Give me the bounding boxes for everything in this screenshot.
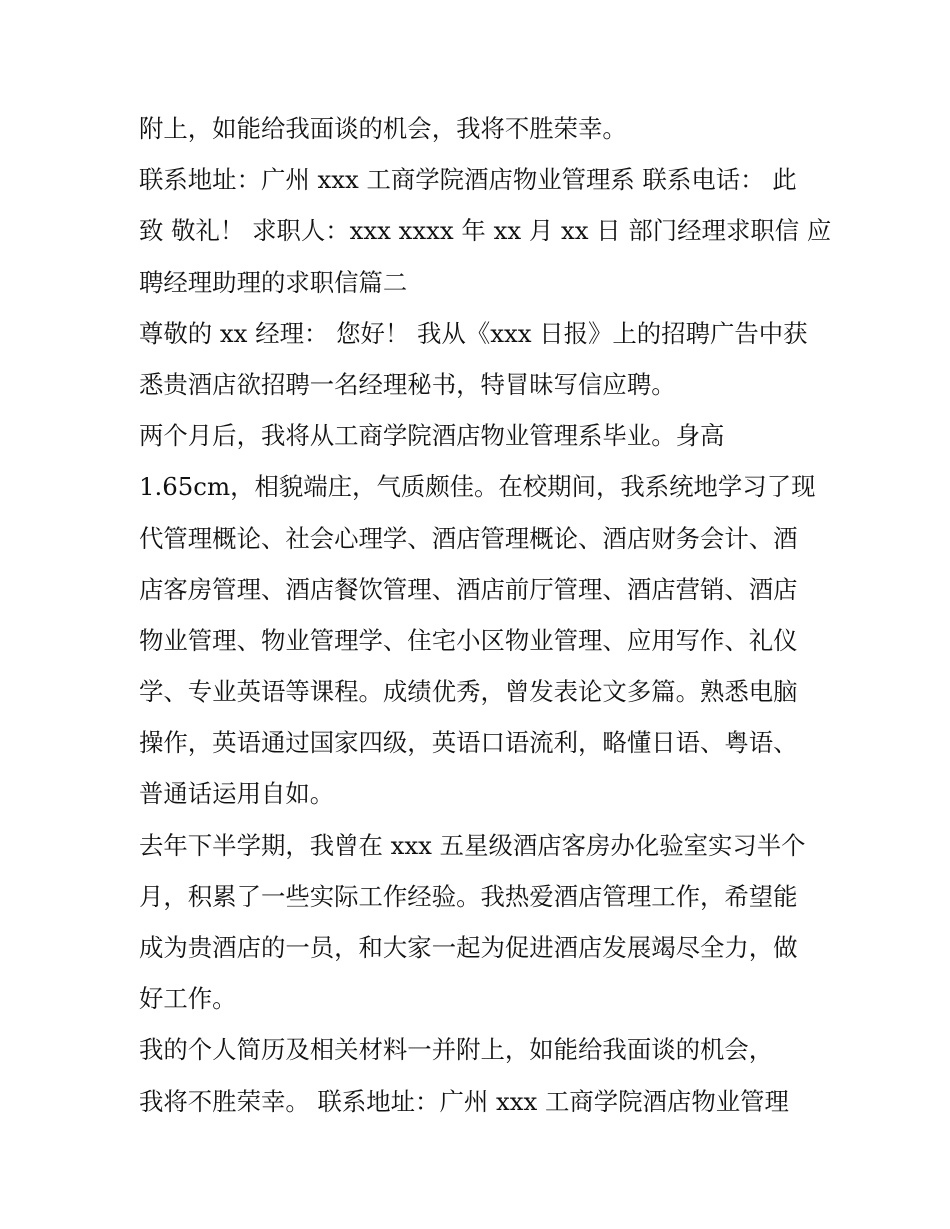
text-line: 1.65cm，相貌端庄，气质颇佳。在校期间，我系统地学习了现 bbox=[139, 472, 816, 502]
text-line: 我的个人简历及相关材料一并附上，如能给我面谈的机会， bbox=[139, 1035, 774, 1065]
text-line: 代管理概论、社会心理学、酒店管理概论、酒店财务会计、酒 bbox=[139, 523, 798, 553]
text-line: 成为贵酒店的一员，和大家一起为促进酒店发展竭尽全力，做 bbox=[139, 933, 798, 962]
text-line: 聘经理助理的求职信篇二 bbox=[139, 267, 408, 297]
text-line: 联系地址：广州 xxx 工商学院酒店物业管理系 联系电话： 此 bbox=[139, 165, 797, 195]
text-line: 月，积累了一些实际工作经验。我热爱酒店管理工作，希望能 bbox=[139, 881, 798, 911]
text-line: 两个月后，我将从工商学院酒店物业管理系毕业。身高 bbox=[139, 421, 725, 451]
text-line: 物业管理、物业管理学、住宅小区物业管理、应用写作、礼仪 bbox=[139, 625, 798, 655]
text-line: 悉贵酒店欲招聘一名经理秘书，特冒昧写信应聘。 bbox=[139, 369, 676, 399]
text-line: 学、专业英语等课程。成绩优秀，曾发表论文多篇。熟悉电脑 bbox=[139, 677, 798, 707]
text-line: 好工作。 bbox=[139, 984, 237, 1014]
text-line: 我将不胜荣幸。 联系地址：广州 xxx 工商学院酒店物业管理 bbox=[139, 1086, 789, 1116]
text-line: 致 敬礼！ 求职人：xxx xxxx 年 xx 月 xx 日 部门经理求职信 应 bbox=[139, 216, 832, 246]
text-line: 去年下半学期，我曾在 xxx 五星级酒店客房办化验室实习半个 bbox=[139, 830, 806, 860]
text-line: 附上，如能给我面谈的机会，我将不胜荣幸。 bbox=[139, 114, 627, 143]
text-line: 操作，英语通过国家四级，英语口语流利，略懂日语、粤语、 bbox=[139, 728, 798, 758]
text-line: 店客房管理、酒店餐饮管理、酒店前厅管理、酒店营销、酒店 bbox=[139, 574, 798, 604]
text-line: 尊敬的 xx 经理： 您好！ 我从《xxx 日报》上的招聘广告中获 bbox=[139, 318, 808, 348]
text-line: 普通话运用自如。 bbox=[139, 779, 335, 809]
